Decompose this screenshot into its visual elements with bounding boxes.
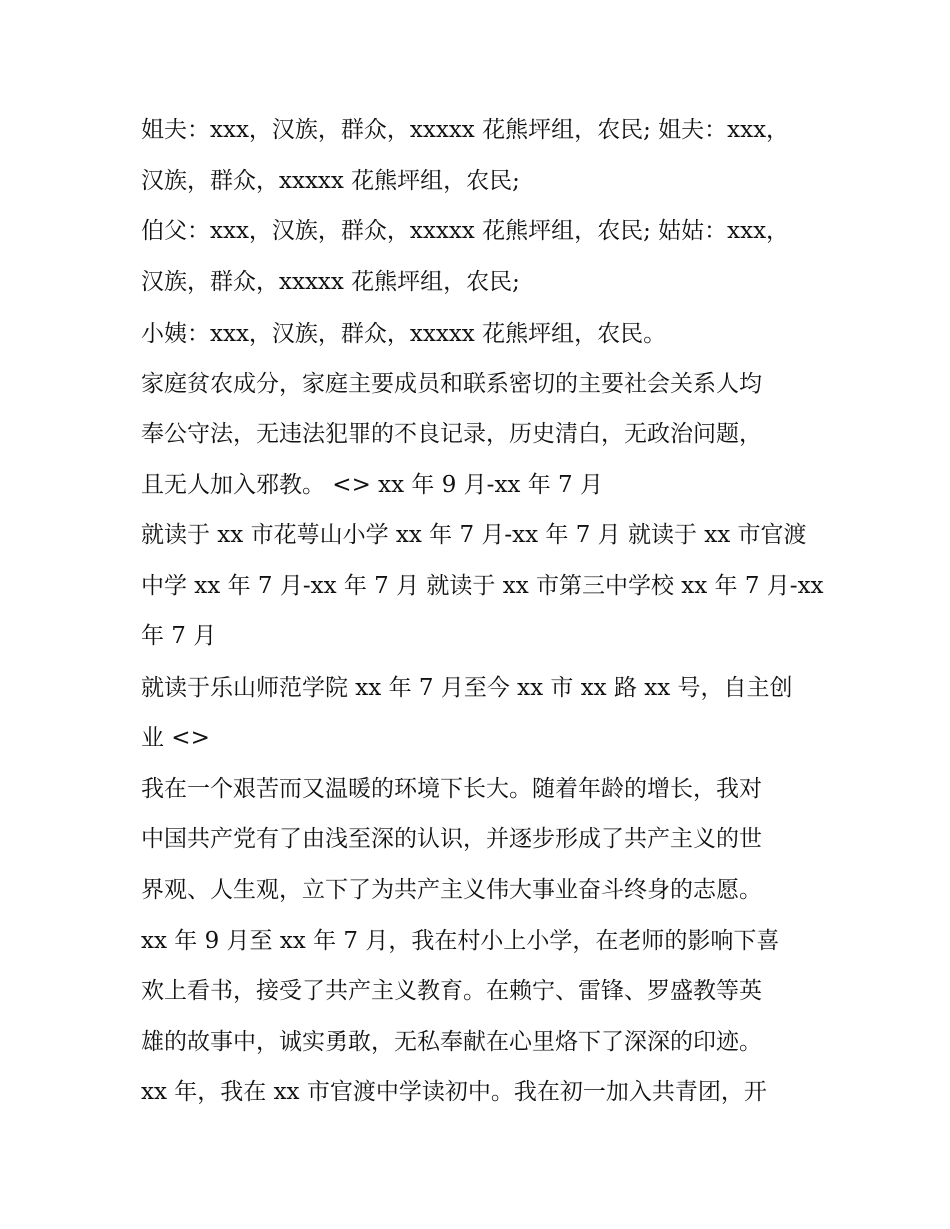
text-line: 姐夫：xxx，汉族，群众，xxxxx 花熊坪组，农民; 姐夫：xxx，	[141, 117, 790, 143]
text-line: 业 <>	[141, 725, 210, 751]
text-line: xx 年，我在 xx 市官渡中学读初中。我在初一加入共青团，开	[141, 1079, 767, 1105]
text-line: 且无人加入邪教。 <> xx 年 9 月-xx 年 7 月	[141, 472, 603, 498]
text-line: 汉族，群众，xxxxx 花熊坪组，农民;	[141, 168, 520, 194]
text-line: 奉公守法，无违法犯罪的不良记录，历史清白，无政治问题，	[141, 421, 762, 447]
text-line: 中国共产党有了由浅至深的认识，并逐步形成了共产主义的世	[141, 826, 762, 852]
text-line: xx 年 9 月至 xx 年 7 月，我在村小上小学，在老师的影响下喜	[141, 928, 780, 954]
text-line: 界观、人生观，立下了为共产主义伟大事业奋斗终身的志愿。	[141, 877, 762, 903]
text-line: 汉族，群众，xxxxx 花熊坪组，农民;	[141, 269, 520, 295]
text-line: 我在一个艰苦而又温暖的环境下长大。随着年龄的增长，我对	[141, 776, 762, 802]
text-line: 小姨：xxx，汉族，群众，xxxxx 花熊坪组，农民。	[141, 321, 667, 347]
text-line: 就读于乐山师范学院 xx 年 7 月至今 xx 市 xx 路 xx 号，自主创	[141, 675, 793, 701]
text-line: 家庭贫农成分，家庭主要成员和联系密切的主要社会关系人均	[141, 371, 762, 397]
text-line: 欢上看书，接受了共产主义教育。在赖宁、雷锋、罗盛教等英	[141, 978, 762, 1004]
text-line: 伯父：xxx，汉族，群众，xxxxx 花熊坪组，农民; 姑姑：xxx，	[141, 218, 790, 244]
text-line: 年 7 月	[141, 623, 217, 649]
text-line: 雄的故事中，诚实勇敢，无私奉献在心里烙下了深深的印迹。	[141, 1029, 762, 1055]
text-line: 中学 xx 年 7 月-xx 年 7 月 就读于 xx 市第三中学校 xx 年 7 月-xx	[141, 573, 824, 599]
text-line: 就读于 xx 市花萼山小学 xx 年 7 月-xx 年 7 月 就读于 xx 市官渡	[141, 522, 807, 548]
